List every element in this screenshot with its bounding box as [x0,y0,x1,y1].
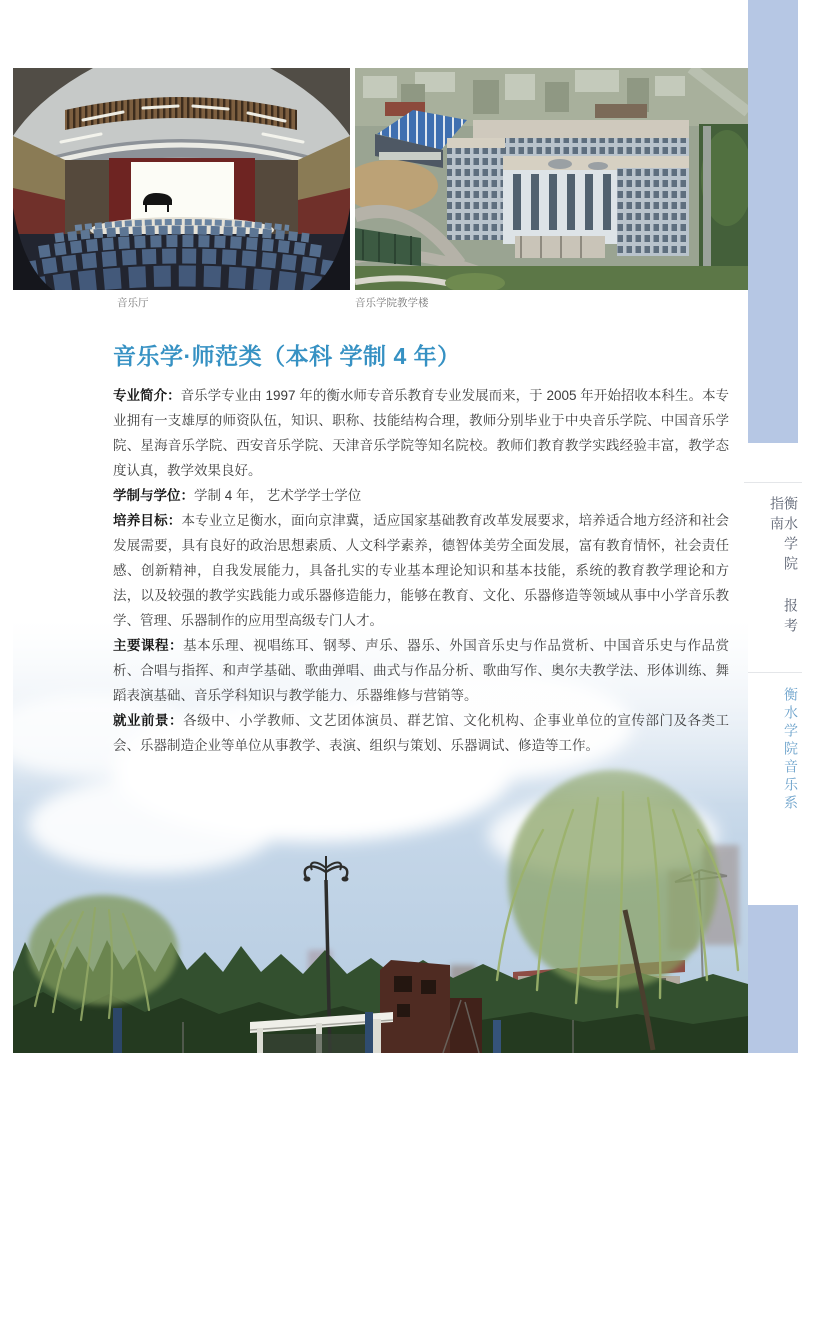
main-building [447,120,689,258]
sidebar-guide-label: 衡水学院 报考指南 [769,496,799,638]
sidebar-bottom-band [748,905,798,1053]
paragraph-label: 培养目标： [113,513,182,528]
paragraph-goals [113,508,729,633]
sidebar-section-label: 衡水学院音乐系 [783,687,799,813]
paragraph-text: 音乐学专业由 1997 年的衡水师专音乐教育专业发展而来，于 2005 年开始招收本科生。本专业拥有一支雄厚的师资队伍，知识、职称、技能结构合理，教师分别毕业于中央音乐学院、中国音乐学院、星海音乐学院、西安音乐学院、天津音乐学院等知名院校。教师们教育教学实践经验丰富，教学态度认真，教学效果良好。 [113,388,729,478]
paragraph-degree [113,483,729,508]
paragraph-intro [113,383,729,483]
paragraph-label: 就业前景： [113,713,184,728]
paragraph-courses [113,633,729,708]
paragraph-label: 专业简介： [113,388,181,403]
teaching-building-photo [355,68,748,290]
paragraph-careers [113,708,729,758]
paragraph-text: 本专业立足衡水，面向京津冀，适应国家基础教育改革发展要求，培养适合地方经济和社会发展需要，具有良好的政治思想素质、人文科学素养，德智体美劳全面发展，富有教育情怀，社会责任感、创新精神，自我发展能力，具备扎实的专业基本理论知识和基本技能，系统的教育教学理论和方法，以及较强的教学实践能力或乐器修造能力，能够在教育、文化、乐器修造等领域从事中小学音乐教学、管理、乐器制作的应用型高级专门人才。 [113,513,730,628]
stage-screen [131,162,234,226]
aerial-campus-scene [355,68,748,290]
sidebar-divider [744,482,802,483]
paragraph-text: 基本乐理、视唱练耳、钢琴、声乐、器乐、外国音乐史与作品赏析、中国音乐史与作品赏析、合唱与指挥、和声学基础、歌曲弹唱、曲式与作品分析、歌曲写作、奥尔夫教学法、形体训练、舞蹈表演基础、音乐学科知识与教学能力、乐器维修与营销等。 [113,638,730,703]
concert-hall-photo [13,68,350,290]
sidebar-divider [744,672,802,673]
paragraph-text: 各级中、小学教师、文艺团体演员、群艺馆、文化机构、企事业单位的宣传部门及各类工会、乐器制造企业等单位从事教学、表演、组织与策划、乐器调试、修造等工作。 [113,713,730,753]
paragraph-label: 学制与学位： [113,488,194,503]
paragraph-label: 主要课程： [113,638,184,653]
concert-hall-scene [13,68,350,290]
program-description [113,383,729,758]
sidebar-top-band [748,0,798,443]
page-title: 音乐学·师范类（本科 学制 4 年） [113,343,461,369]
photo-caption-building: 音乐学院教学楼 [355,297,429,309]
photo-caption-hall: 音乐厅 [117,297,149,309]
paragraph-text: 学制 4 年， 艺术学学士学位 [194,488,362,503]
